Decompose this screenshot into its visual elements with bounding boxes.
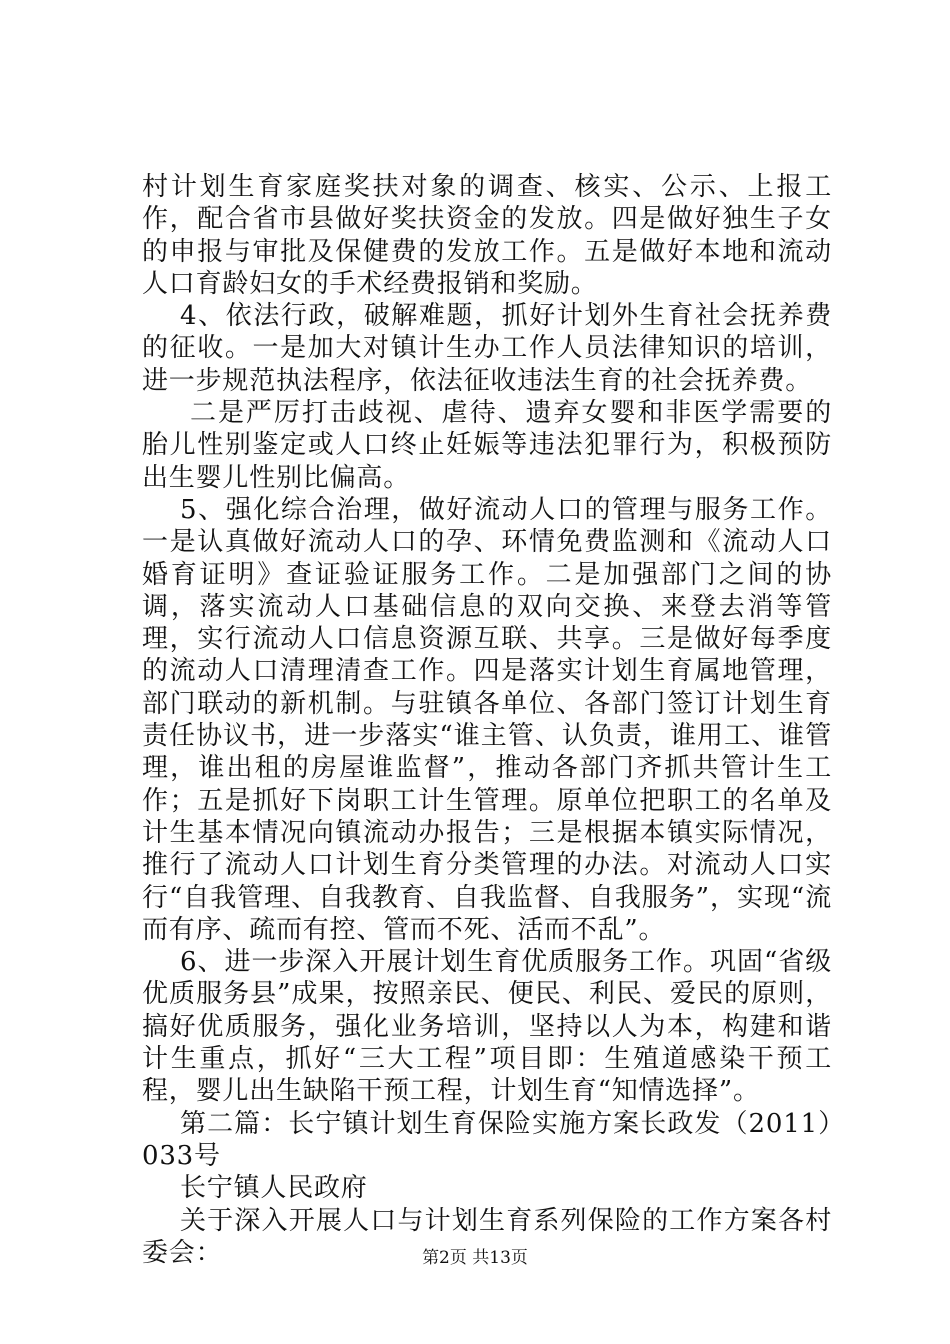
section-heading: 第二篇：长宁镇计划生育保险实施方案长政发（2011）033号: [142, 1108, 832, 1171]
paragraph-4: 5、强化综合治理，做好流动人口的管理与服务工作。一是认真做好流动人口的孕、环情免费监测和《流动人口婚育证明》查证验证服务工作。二是加强部门之间的协调，落实流动人口基础信息的双向交换、来登去消等管理，实行流动人口信息资源互联、共享。三是做好每季度的流动人口清理清查工作。四是落实计划生育属地管理，部门联动的新机制。与驻镇各单位、各部门签订计划生育责任协议书，进一步落实“谁主管、认负责，谁用工、谁管理，谁出租的房屋谁监督”，推动各部门齐抓共管计生工作；五是抓好下岗职工计生管理。原单位把职工的名单及计生基本情况向镇流动办报告；三是根据本镇实际情况，推行了流动人口计划生育分类管理的办法。对流动人口实行“自我管理、自我教育、自我监督、自我服务”，实现“流而有序、疏而有控、管而不死、活而不乱”。: [142, 494, 832, 945]
paragraph-1: 村计划生育家庭奖扶对象的调查、核实、公示、上报工作，配合省市县做好奖扶资金的发放。四是做好独生子女的申报与审批及保健费的发放工作。五是做好本地和流动人口育龄妇女的手术经费报销和奖励。: [142, 172, 832, 299]
paragraph-3: 二是严厉打击歧视、虐待、遗弃女婴和非医学需要的胎儿性别鉴定或人口终止妊娠等违法犯罪行为，积极预防出生婴儿性别比偏高。: [142, 398, 832, 493]
paragraph-5: 6、进一步深入开展计划生育优质服务工作。巩固“省级优质服务县”成果，按照亲民、便民、利民、爱民的原则，搞好优质服务，强化业务培训，坚持以人为本，构建和谐计生重点，抓好“三大工程”项目即：生殖道感染干预工程，婴儿出生缺陷干预工程，计划生育“知情选择”。: [142, 947, 832, 1107]
page-number-footer: 第2页 共13页: [422, 1248, 528, 1268]
document-body: [142, 171, 832, 1269]
paragraph-8: 关于深入开展人口与计划生育系列保险的工作方案各村委会：: [142, 1205, 832, 1268]
paragraph-2: 4、依法行政，破解难题，抓好计划外生育社会抚养费的征收。一是加大对镇计生办工作人员法律知识的培训，进一步规范执法程序，依法征收违法生育的社会抚养费。: [142, 301, 832, 396]
issuer-line: 长宁镇人民政府: [180, 1173, 368, 1204]
